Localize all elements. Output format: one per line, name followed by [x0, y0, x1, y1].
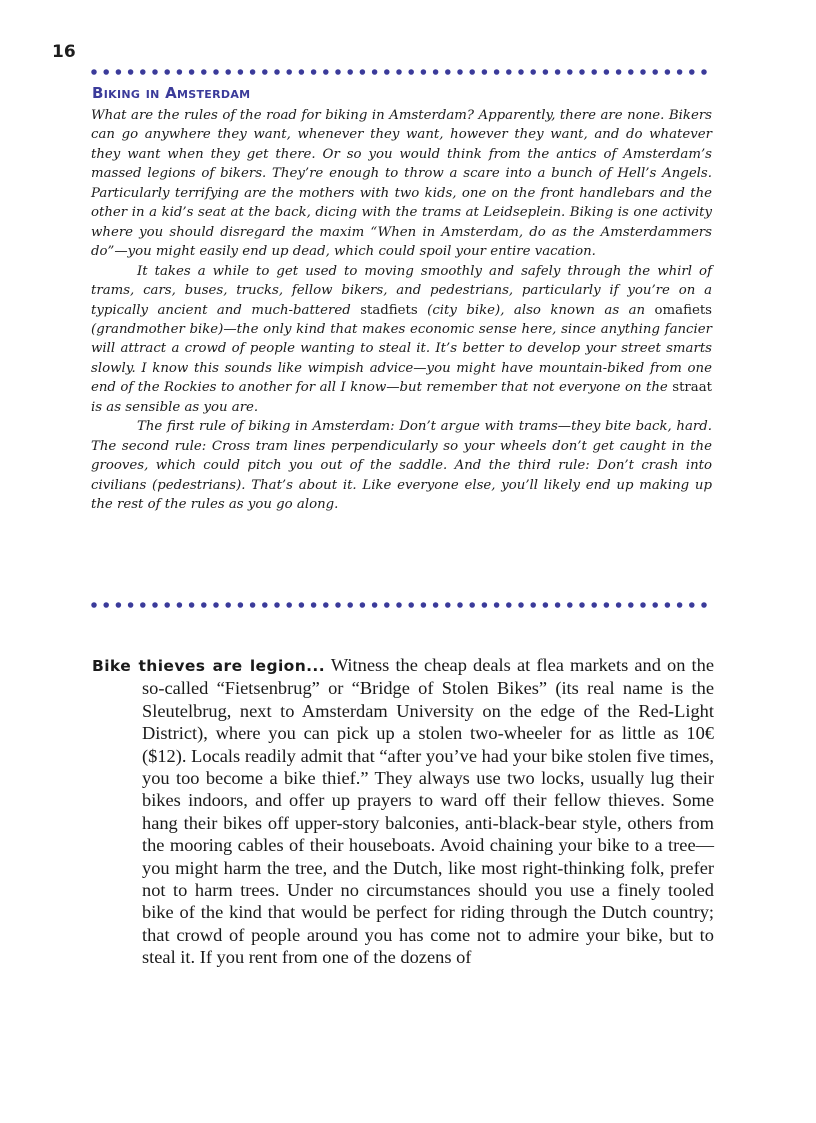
- sidebar-paragraph-2: [91, 262, 712, 418]
- sidebar-paragraph-2-part-a: It takes a while to get used to moving smoothly and safely through the whirl of trams, cars, buses, trucks, fellow bikers, and pedestrians, particularly if you’re on a typically ancient and much-battered: [91, 263, 712, 318]
- sidebar-paragraph-2-part-c: (grandmother bike)—the only kind that makes economic sense here, since anything fancier will attract a crowd of people wanting to steal it. It’s better to develop your street smarts slowly. I know this sounds like wimpish advice—you might have mountain-biked from one end of the Rockies to another for all I know—but remember that not everyone on the: [91, 321, 712, 396]
- term-straat: straat: [672, 380, 712, 396]
- sidebar-paragraph-2-part-b: (city bike), also known as an: [417, 302, 655, 318]
- page-number: 16: [52, 42, 76, 62]
- entry-body-text: Witness the cheap deals at flea markets and on the so-called “Fietsenbrug” or “Bridge of Stolen Bikes” (its real name is the Sleutelbrug, next to Amsterdam University on the edge of the Red-Light District), where you can pick up a stolen two-wheeler for as little as 10€ ($12). Locals readily admit that “after you’ve had your bike stolen five times, you too become a bike thief.” They always use two locks, usually lug their bikes indoors, and offer up prayers to ward off their fellow thieves. Some hang their bikes off upper-story balconies, anti-black-bear style, others from the mooring cables of their houseboats. Avoid chaining your bike to a tree—you might harm the tree, and the Dutch, like most right-thinking folk, prefer not to harm trees. Under no circumstances should you use a finely tooled bike of the kind that would be perfect for riding through the Dutch country; that crowd of people around you has come not to admire your bike, but to steal it. If you rent from one of the dozens of: [142, 655, 715, 968]
- sidebar-top-dotted-rule: [90, 67, 712, 77]
- sidebar-paragraph-3: The first rule of biking in Amsterdam: Don’t argue with trams—they bite back, hard. The second rule: Cross tram lines perpendicularly so your wheels don’t get caught in the grooves, which could pitch you out of the saddle. And the third rule: Don’t crash into civilians (pedestrians). That’s about it. Like everyone else, you’ll likely end up making up the rest of the rules as you go along.: [91, 419, 712, 513]
- bike-thieves-entry: [92, 654, 714, 969]
- term-stadfiets: stadfiets: [360, 302, 418, 318]
- sidebar-paragraph-2-part-d: is as sensible as you are.: [91, 399, 259, 415]
- sidebar-bottom-dotted-rule: [90, 600, 712, 610]
- term-omafiets: omafiets: [654, 302, 712, 318]
- sidebar-body: [91, 106, 712, 515]
- sidebar-heading: Biking in Amsterdam: [92, 84, 251, 102]
- sidebar-paragraph-1: What are the rules of the road for biking in Amsterdam? Apparently, there are none. Bikers can go anywhere they want, whenever they want, however they want, and do whatever they want when they get there. Or so you would think from the antics of Amsterdam’s massed legions of bikers. They’re enough to throw a scare into a bunch of Hell’s Angels. Particularly terrifying are the mothers with two kids, one on the front handlebars and the other in a kid’s seat at the back, dicing with the trams at Leidseplein. Biking is one activity where you should disregard the maxim “When in Amsterdam, do as the Amsterdammers do”—you might easily end up dead, which could spoil your entire vacation.: [91, 108, 712, 260]
- entry-lead-heading: Bike thieves are legion...: [92, 657, 326, 675]
